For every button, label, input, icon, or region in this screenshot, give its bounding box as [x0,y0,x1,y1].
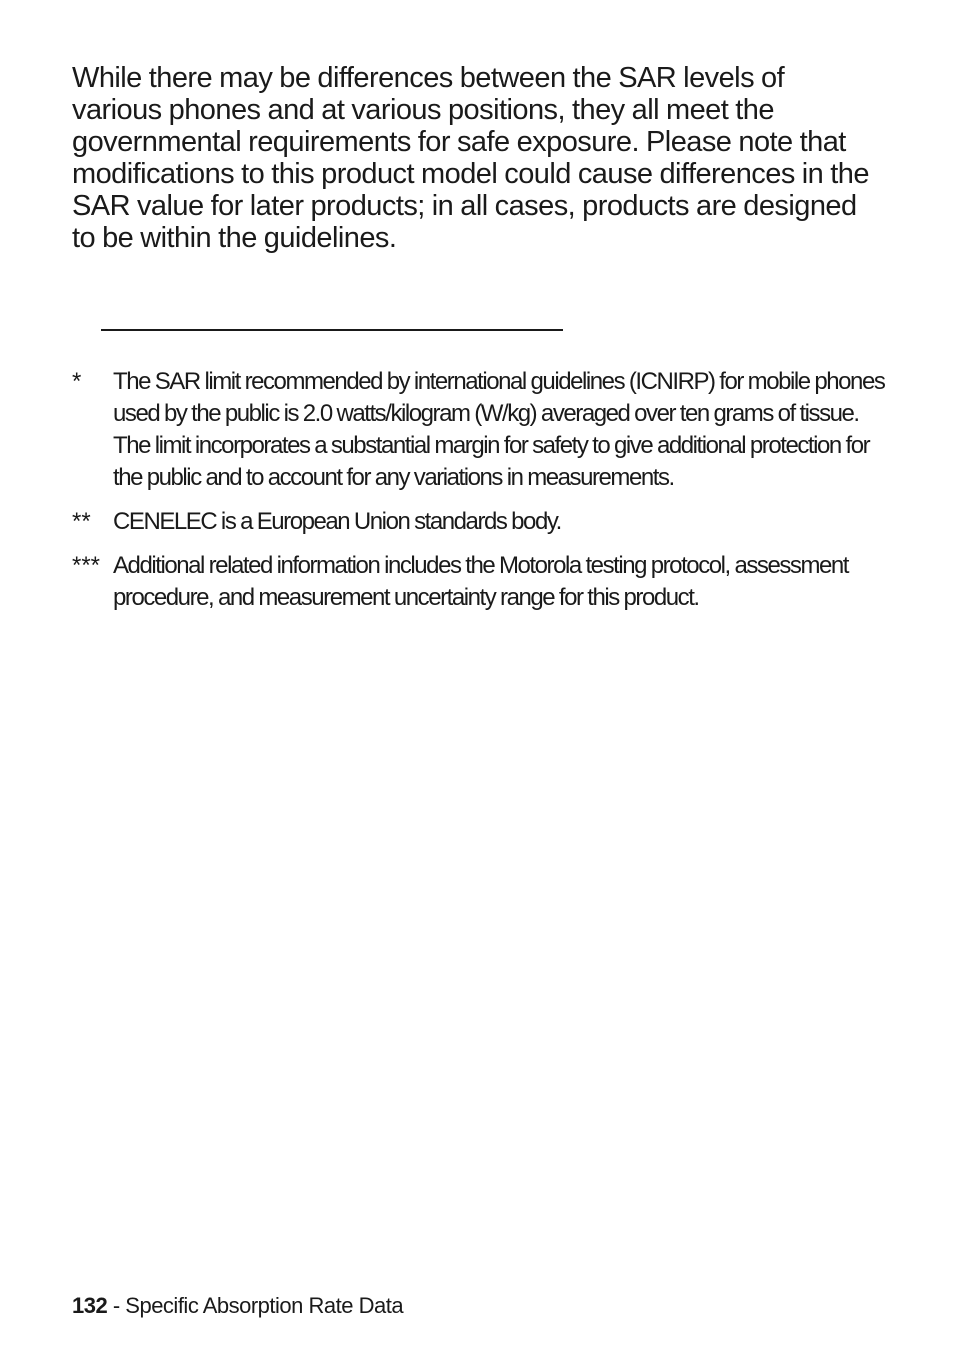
footnote-text: CENELEC is a European Union standards body. [113,508,561,535]
footnote-item [72,366,892,494]
footnote-item [72,550,892,614]
footnotes-list [72,366,892,626]
footnote-marker: * [72,368,82,395]
body-paragraph: While there may be differences between the SAR levels of various phones and at various positions, they all meet the governmental requirements for safe exposure. Please note that modifications to this product model could cause differences in the SAR value for later products; in all cases, products are designed to be within the guidelines. [72,62,869,254]
footnote-marker: *** [72,552,101,579]
footnote-divider [101,329,563,331]
footnote-text: The SAR limit recommended by international guidelines (ICNIRP) for mobile phones used by the public is 2.0 watts/kilogram (W/kg) averaged over ten grams of tissue. The limit incorporates a substantial margin for safety to give additional protection for the public and to account for any variations in measurements. [113,368,885,491]
footer-separator: - [107,1293,126,1318]
page-number: 132 [72,1293,108,1318]
footnote-text: Additional related information includes the Motorola testing protocol, assessment procedure, and measurement uncertainty range for this product. [113,552,849,611]
footnote-item [72,506,892,538]
section-title: Specific Absorption Rate Data [125,1293,404,1318]
page-footer [72,1292,403,1320]
footnote-marker: ** [72,508,91,535]
